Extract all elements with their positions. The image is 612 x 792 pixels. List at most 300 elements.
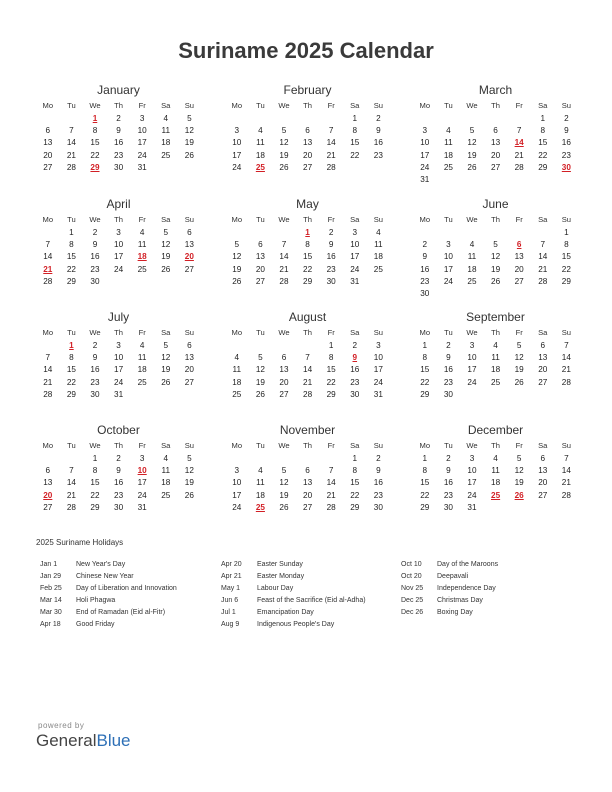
day-cell: 19 [184, 138, 194, 148]
month-days-grid [413, 327, 578, 401]
weekday-label: We [466, 441, 478, 450]
day-cell: 23 [326, 264, 336, 274]
holiday-row [40, 583, 177, 595]
day-cell: 28 [514, 162, 524, 172]
day-cell: 23 [443, 490, 453, 500]
day-cell: 24 [467, 490, 477, 500]
holiday-column [401, 559, 498, 619]
day-cell: 29 [66, 389, 76, 399]
empty-cell [413, 113, 437, 125]
weekday-label: Fr [515, 441, 523, 450]
month-days-grid [413, 100, 578, 186]
day-cell: 12 [279, 478, 289, 488]
holiday-date: Dec 26 [401, 609, 424, 616]
day-cell: 24 [114, 264, 124, 274]
day-cell: 21 [326, 150, 336, 160]
day-cell: 11 [374, 240, 383, 250]
day-cell: 21 [303, 377, 313, 387]
holiday-date: Feb 25 [40, 585, 62, 592]
day-cell: 18 [137, 365, 147, 375]
weekday-label: Th [114, 441, 124, 450]
weekday-label: We [278, 328, 290, 337]
holiday-row [40, 619, 177, 631]
day-cell: 7 [564, 341, 569, 350]
holiday-day-cell: 20 [184, 252, 194, 262]
month-october [36, 423, 201, 514]
holiday-date: Jul 1 [221, 609, 236, 616]
weekday-label: Tu [256, 215, 265, 224]
month-days-grid [225, 100, 390, 174]
day-cell: 22 [326, 377, 336, 387]
day-cell: 19 [514, 478, 524, 488]
day-cell: 9 [92, 240, 98, 250]
holiday-day-cell: 9 [352, 353, 358, 363]
day-cell: 12 [514, 466, 524, 476]
holiday-day-cell: 26 [514, 490, 524, 500]
day-cell: 5 [516, 454, 522, 463]
day-cell: 8 [92, 126, 98, 136]
weekday-label: Sa [350, 215, 360, 224]
day-cell: 6 [45, 466, 51, 476]
day-cell: 10 [232, 138, 242, 148]
day-cell: 11 [491, 466, 500, 476]
day-cell: 14 [561, 466, 571, 476]
day-cell: 25 [467, 276, 477, 286]
day-cell: 14 [66, 478, 76, 488]
weekday-label: Sa [161, 441, 171, 450]
day-cell: 21 [43, 377, 53, 387]
day-cell: 16 [373, 138, 383, 148]
day-cell: 7 [516, 126, 522, 136]
holiday-date: Jan 1 [40, 561, 58, 568]
day-cell: 4 [258, 126, 263, 136]
day-cell: 28 [66, 502, 76, 512]
day-cell: 21 [561, 365, 571, 375]
month-name: May [296, 197, 319, 211]
day-cell: 10 [114, 240, 124, 250]
holiday-date: Apr 21 [221, 573, 242, 580]
day-cell: 24 [420, 162, 430, 172]
day-cell: 26 [491, 276, 501, 286]
month-days-grid [413, 214, 578, 300]
day-cell: 28 [326, 162, 336, 172]
day-cell: 17 [232, 490, 242, 500]
day-cell: 6 [187, 228, 192, 237]
holiday-date: Dec 25 [401, 597, 424, 604]
day-cell: 4 [258, 466, 263, 476]
day-cell: 26 [467, 162, 477, 172]
weekday-label: Th [303, 441, 313, 450]
empty-cell [225, 113, 249, 125]
day-cell: 6 [187, 341, 192, 350]
day-cell: 16 [326, 252, 336, 262]
holiday-column [221, 559, 366, 631]
weekday-label: Su [373, 215, 383, 224]
weekday-label: Sa [350, 441, 360, 450]
weekday-label: We [89, 101, 101, 110]
weekday-label: Tu [444, 215, 453, 224]
day-cell: 1 [564, 228, 569, 237]
empty-cell [460, 113, 484, 125]
day-cell: 28 [279, 276, 289, 286]
weekday-label: Mo [419, 101, 431, 110]
day-cell: 29 [561, 276, 571, 286]
day-cell: 30 [90, 389, 100, 399]
day-cell: 25 [137, 377, 147, 387]
day-cell: 15 [90, 478, 100, 488]
empty-cell [319, 113, 343, 125]
day-cell: 3 [469, 454, 475, 463]
holiday-day-cell: 14 [514, 138, 524, 148]
day-cell: 11 [161, 466, 171, 476]
day-cell: 18 [161, 138, 171, 148]
weekday-label: Fr [138, 441, 146, 450]
day-cell: 19 [491, 264, 501, 274]
day-cell: 13 [43, 478, 53, 488]
day-cell: 29 [420, 502, 430, 512]
day-cell: 3 [139, 454, 145, 463]
day-cell: 22 [538, 150, 548, 160]
day-cell: 5 [516, 341, 522, 350]
day-cell: 19 [467, 150, 477, 160]
day-cell: 3 [116, 228, 121, 237]
weekday-label: Th [491, 215, 501, 224]
weekday-label: Th [491, 328, 501, 337]
day-cell: 10 [467, 466, 477, 476]
empty-cell [507, 227, 531, 239]
weekday-label: We [466, 101, 478, 110]
month-april [36, 197, 201, 288]
day-cell: 24 [232, 502, 242, 512]
holiday-day-cell: 1 [92, 114, 98, 123]
day-cell: 15 [303, 252, 313, 262]
day-cell: 13 [303, 478, 313, 488]
weekday-label: We [466, 215, 478, 224]
day-cell: 1 [328, 341, 334, 350]
day-cell: 10 [350, 240, 360, 250]
holiday-date: Apr 18 [40, 621, 61, 628]
holiday-date: Jun 6 [221, 597, 239, 604]
day-cell: 14 [561, 353, 571, 363]
day-cell: 20 [184, 365, 194, 375]
weekday-label: Sa [538, 215, 548, 224]
day-cell: 30 [373, 502, 383, 512]
day-cell: 16 [373, 478, 383, 488]
month-name: January [97, 83, 140, 97]
weekday-label: Th [303, 215, 313, 224]
weekday-label: Mo [231, 328, 243, 337]
day-cell: 8 [564, 240, 569, 250]
holiday-day-cell: 29 [90, 162, 100, 172]
day-cell: 28 [561, 490, 571, 500]
day-cell: 18 [255, 490, 265, 500]
day-cell: 11 [232, 365, 242, 375]
day-cell: 19 [279, 150, 289, 160]
day-cell: 19 [232, 264, 242, 274]
weekday-label: Tu [67, 215, 76, 224]
holiday-row [40, 571, 177, 583]
day-cell: 1 [422, 454, 428, 463]
holiday-day-cell: 21 [43, 264, 53, 274]
weekday-label: We [89, 215, 101, 224]
day-cell: 5 [493, 240, 498, 250]
weekday-label: Mo [231, 441, 243, 450]
holiday-row [221, 595, 366, 607]
day-cell: 12 [279, 138, 289, 148]
month-july [36, 310, 201, 401]
day-cell: 24 [373, 377, 383, 387]
day-cell: 17 [114, 252, 124, 262]
holiday-date: Aug 9 [221, 621, 240, 628]
weekday-label: Sa [161, 215, 171, 224]
empty-cell [484, 227, 508, 239]
day-cell: 25 [137, 264, 147, 274]
day-cell: 9 [116, 466, 121, 476]
day-cell: 20 [255, 264, 265, 274]
day-cell: 16 [443, 478, 453, 488]
empty-cell [484, 113, 508, 125]
weekday-label: We [89, 441, 101, 450]
day-cell: 4 [139, 341, 145, 350]
day-cell: 27 [184, 264, 194, 274]
holiday-name: Emancipation Day [257, 609, 314, 616]
weekday-label: Fr [138, 101, 146, 110]
day-cell: 27 [303, 162, 313, 172]
holiday-day-cell: 25 [255, 162, 265, 172]
holiday-name: Indigenous People's Day [257, 621, 335, 628]
day-cell: 10 [443, 252, 453, 262]
day-cell: 12 [514, 353, 524, 363]
empty-cell [531, 227, 555, 239]
day-cell: 11 [256, 138, 265, 148]
month-name: July [107, 310, 130, 324]
day-cell: 8 [422, 466, 428, 476]
month-may [225, 197, 390, 288]
empty-cell [319, 453, 343, 465]
day-cell: 13 [303, 138, 313, 148]
day-cell: 1 [422, 341, 428, 350]
day-cell: 21 [326, 490, 336, 500]
day-cell: 25 [443, 162, 453, 172]
day-cell: 14 [66, 138, 76, 148]
day-cell: 23 [114, 490, 124, 500]
holiday-row [40, 559, 177, 571]
day-cell: 6 [281, 353, 287, 363]
holiday-row [401, 607, 498, 619]
holiday-date: Jan 29 [40, 573, 62, 580]
day-cell: 12 [161, 353, 171, 363]
empty-cell [296, 453, 320, 465]
day-cell: 7 [45, 353, 51, 363]
month-january [36, 83, 201, 174]
day-cell: 13 [184, 353, 194, 363]
weekday-label: Fr [327, 215, 335, 224]
day-cell: 9 [328, 240, 334, 250]
day-cell: 24 [137, 490, 147, 500]
weekday-label: Su [373, 101, 383, 110]
day-cell: 2 [564, 114, 569, 123]
month-march [413, 83, 578, 186]
day-cell: 9 [92, 353, 98, 363]
day-cell: 15 [66, 252, 76, 262]
day-cell: 20 [538, 478, 548, 488]
weekday-label: Mo [231, 215, 243, 224]
empty-cell [36, 340, 60, 352]
weekday-label: Mo [231, 101, 243, 110]
day-cell: 8 [69, 240, 74, 250]
empty-cell [225, 227, 249, 239]
weekday-label: Fr [515, 215, 523, 224]
day-cell: 21 [279, 264, 289, 274]
day-cell: 2 [446, 341, 451, 350]
day-cell: 3 [116, 341, 121, 350]
day-cell: 7 [45, 240, 51, 250]
holiday-name: Good Friday [76, 621, 115, 628]
holiday-name: Day of the Maroons [437, 561, 499, 568]
day-cell: 22 [420, 490, 430, 500]
day-cell: 20 [279, 377, 289, 387]
day-cell: 19 [255, 377, 265, 387]
empty-cell [272, 113, 296, 125]
holiday-date: Mar 14 [40, 597, 62, 604]
weekday-label: Sa [350, 328, 360, 337]
day-cell: 26 [279, 502, 289, 512]
day-cell: 17 [137, 138, 147, 148]
month-days-grid [225, 440, 390, 514]
day-cell: 11 [467, 252, 477, 262]
day-cell: 12 [161, 240, 171, 250]
month-name: September [466, 310, 525, 324]
day-cell: 13 [43, 138, 53, 148]
day-cell: 30 [114, 502, 124, 512]
day-cell: 12 [491, 252, 501, 262]
month-december [413, 423, 578, 514]
day-cell: 5 [258, 353, 263, 363]
holiday-date: Oct 10 [401, 561, 422, 568]
day-cell: 8 [352, 466, 358, 476]
day-cell: 4 [446, 126, 451, 136]
month-name: February [283, 83, 332, 97]
empty-cell [249, 453, 273, 465]
day-cell: 9 [116, 126, 121, 136]
day-cell: 16 [350, 365, 360, 375]
day-cell: 21 [66, 490, 76, 500]
day-cell: 1 [92, 454, 98, 463]
weekday-label: Su [561, 215, 571, 224]
weekday-label: Th [491, 101, 501, 110]
day-cell: 27 [279, 389, 289, 399]
day-cell: 13 [279, 365, 289, 375]
day-cell: 22 [66, 264, 76, 274]
weekday-label: Fr [515, 328, 523, 337]
day-cell: 5 [281, 466, 287, 476]
holiday-day-cell: 1 [305, 228, 310, 237]
holiday-day-cell: 25 [491, 490, 501, 500]
weekday-label: Sa [161, 101, 171, 110]
holiday-name: Independence Day [437, 585, 496, 592]
holiday-name: Feast of the Sacrifice (Eid al-Adha) [257, 597, 366, 604]
empty-cell [249, 113, 273, 125]
empty-cell [507, 113, 531, 125]
day-cell: 31 [350, 276, 360, 286]
day-cell: 10 [232, 478, 242, 488]
day-cell: 3 [376, 341, 381, 350]
day-cell: 15 [420, 365, 430, 375]
holiday-name: Holi Phagwa [76, 597, 116, 604]
day-cell: 16 [90, 252, 100, 262]
day-cell: 20 [491, 150, 501, 160]
day-cell: 23 [90, 377, 100, 387]
holiday-row [221, 559, 366, 571]
month-days-grid [413, 440, 578, 514]
holiday-name: Boxing Day [437, 609, 473, 616]
day-cell: 17 [373, 365, 383, 375]
weekday-label: Tu [67, 441, 76, 450]
day-cell: 26 [161, 377, 171, 387]
weekday-label: Mo [419, 215, 431, 224]
day-cell: 18 [373, 252, 383, 262]
brand-logo-part1: General [36, 731, 97, 750]
day-cell: 20 [514, 264, 524, 274]
empty-cell [460, 227, 484, 239]
day-cell: 4 [163, 114, 169, 123]
day-cell: 9 [376, 466, 381, 476]
month-name: October [97, 423, 140, 437]
day-cell: 21 [514, 150, 524, 160]
day-cell: 8 [92, 466, 98, 476]
day-cell: 8 [69, 353, 74, 363]
day-cell: 22 [350, 490, 360, 500]
day-cell: 13 [491, 138, 501, 148]
day-cell: 27 [303, 502, 313, 512]
empty-cell [225, 453, 249, 465]
empty-cell [36, 113, 60, 125]
month-days-grid [225, 327, 390, 401]
weekday-label: Fr [327, 101, 335, 110]
day-cell: 11 [161, 126, 171, 136]
holiday-name: Day of Liberation and Innovation [76, 585, 177, 592]
weekday-label: Mo [419, 441, 431, 450]
day-cell: 23 [90, 264, 100, 274]
day-cell: 3 [139, 114, 145, 123]
day-cell: 17 [420, 150, 430, 160]
day-cell: 3 [234, 126, 240, 136]
day-cell: 17 [350, 252, 360, 262]
day-cell: 12 [184, 466, 194, 476]
day-cell: 22 [303, 264, 313, 274]
empty-cell [272, 453, 296, 465]
holiday-row [221, 583, 366, 595]
weekday-label: Tu [256, 328, 265, 337]
empty-cell [36, 227, 60, 239]
day-cell: 27 [43, 502, 53, 512]
day-cell: 15 [420, 478, 430, 488]
day-cell: 21 [66, 150, 76, 160]
day-cell: 13 [538, 466, 548, 476]
day-cell: 16 [114, 478, 124, 488]
day-cell: 22 [350, 150, 360, 160]
weekday-label: Su [561, 101, 571, 110]
holiday-day-cell: 30 [561, 162, 571, 172]
day-cell: 25 [161, 490, 171, 500]
weekday-label: Su [184, 215, 194, 224]
day-cell: 31 [114, 389, 124, 399]
holiday-row [401, 583, 498, 595]
weekday-label: Fr [138, 328, 146, 337]
day-cell: 18 [491, 478, 501, 488]
day-cell: 7 [328, 126, 334, 136]
holiday-date: May 1 [221, 585, 241, 592]
